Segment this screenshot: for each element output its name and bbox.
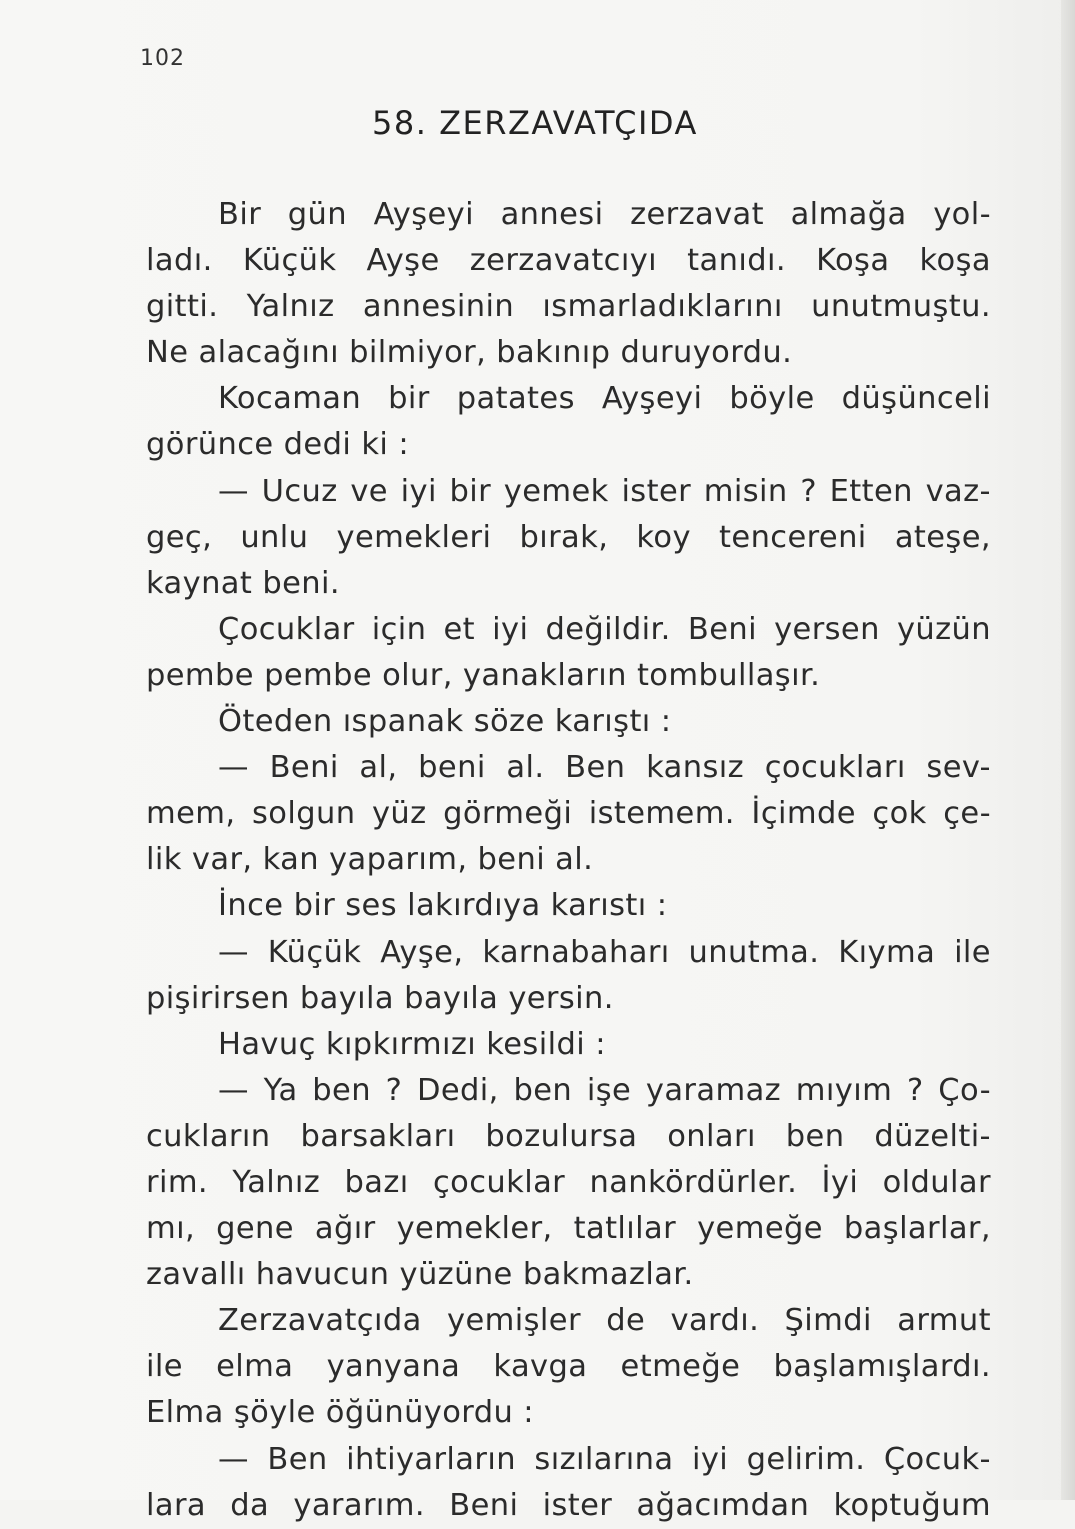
text-line: pişirirsen bayıla bayıla yersin. xyxy=(146,980,614,1016)
text-line: Öteden ıspanak söze karıştı : xyxy=(218,704,672,740)
text-line: — Beni al, beni al. Ben kansız çocukları sev- xyxy=(218,750,991,786)
text-line: görünce dedi ki : xyxy=(146,427,410,463)
text-line: gitti. Yalnız annesinin ısmarladıklarını unutmuştu. xyxy=(146,289,991,325)
text-line: mı, gene ağır yemekler, tatlılar yemeğe başlarlar, xyxy=(146,1211,991,1247)
text-line: ladı. Küçük Ayşe zerzavatcıyı tanıdı. Koşa koşa xyxy=(146,243,991,279)
page-number: 102 xyxy=(140,46,185,71)
text-line: İnce bir ses lakırdıya karıstı : xyxy=(218,888,668,924)
text-line: mem, solgun yüz görmeği istemem. İçimde çok çe- xyxy=(146,796,991,832)
text-line: — Küçük Ayşe, karnabaharı unutma. Kıyma ile xyxy=(218,934,991,970)
text-line: lara da yararım. Beni ister ağacımdan koptuğum xyxy=(146,1487,991,1523)
text-line: — Ucuz ve iyi bir yemek ister misin ? Etten vaz- xyxy=(218,473,991,509)
text-line: cukların barsakları bozulursa onları ben düzelti- xyxy=(146,1118,991,1154)
text-line: Çocuklar için et iyi değildir. Beni yersen yüzün xyxy=(218,611,991,647)
text-line: — Ben ihtiyarların sızılarına iyi gelirim. Çocuk- xyxy=(218,1441,991,1477)
body-text xyxy=(146,192,991,1529)
text-line: Bir gün Ayşeyi annesi zerzavat almağa yol- xyxy=(218,197,991,232)
text-line: Zerzavatçıda yemişler de vardı. Şimdi armut xyxy=(218,1303,991,1339)
text-line: zavallı havucun yüzüne bakmazlar. xyxy=(146,1257,694,1293)
text-line: geç, unlu yemekleri bırak, koy tencereni ateşe, xyxy=(146,519,991,555)
text-line: lik var, kan yaparım, beni al. xyxy=(146,842,594,878)
text-line: rim. Yalnız bazı çocuklar nankördürler. İyi oldular xyxy=(146,1164,991,1200)
text-line: ile elma yanyana kavga etmeğe başlamışlardı. xyxy=(146,1349,991,1385)
text-line: Elma şöyle öğünüyordu : xyxy=(146,1395,534,1431)
text-line: Havuç kıpkırmızı kesildi : xyxy=(218,1026,606,1062)
text-line: Kocaman bir patates Ayşeyi böyle düşünceli xyxy=(218,381,991,417)
text-line: kaynat beni. xyxy=(146,565,340,601)
chapter-title: 58. ZERZAVATÇIDA xyxy=(372,104,698,142)
text-line: — Ya ben ? Dedi, ben işe yaramaz mıyım ? Ço- xyxy=(218,1072,991,1108)
text-line: Ne alacağını bilmiyor, bakınıp duruyordu. xyxy=(146,335,793,371)
text-line: pembe pembe olur, yanakların tombullaşır. xyxy=(146,657,821,693)
book-spine-edge xyxy=(1061,0,1075,1500)
